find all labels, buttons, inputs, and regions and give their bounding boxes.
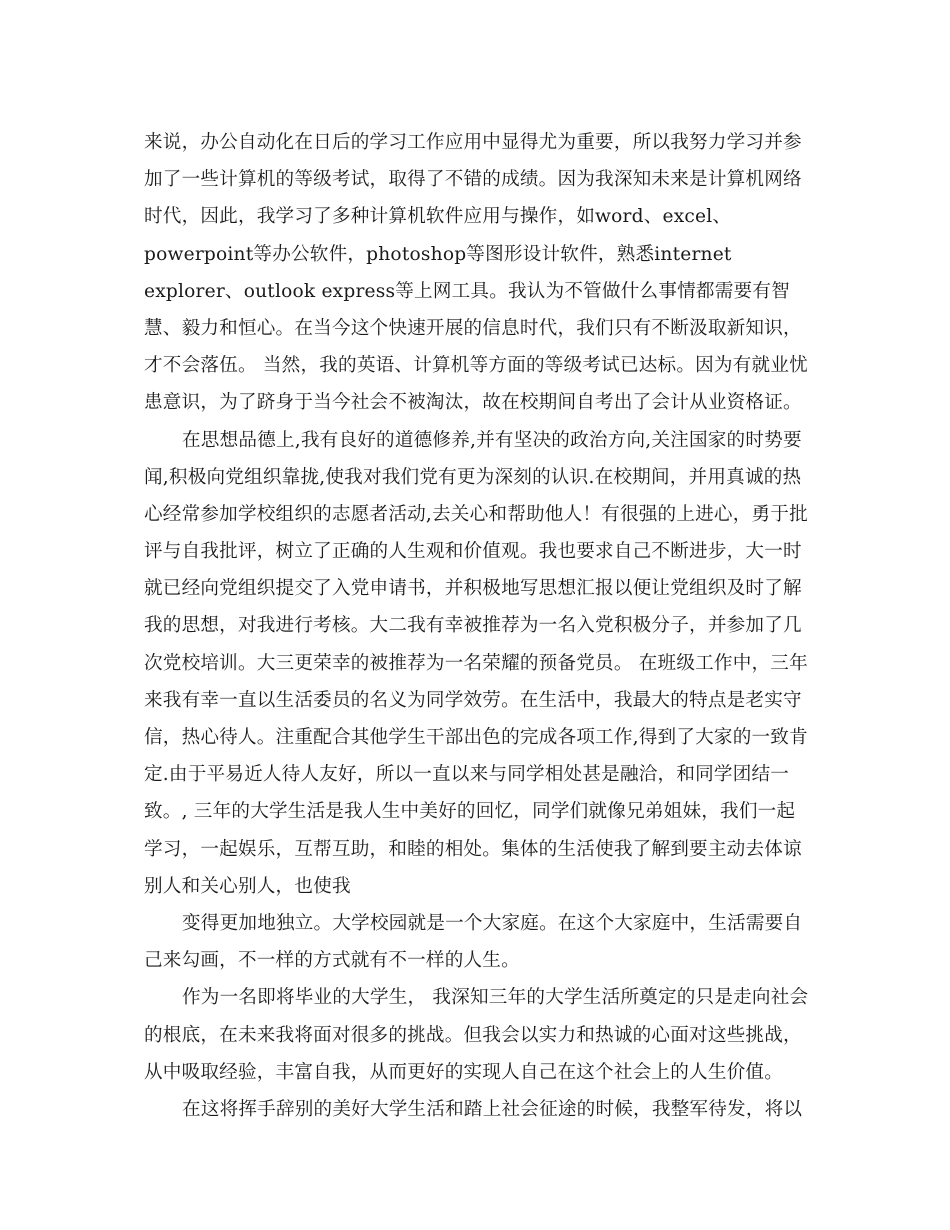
text-line: 来我有幸一直以生活委员的名义为同学效劳。在生活中，我最大的特点是老实守 [144,689,802,711]
text-line: 慧、毅力和恒心。在当今这个快速开展的信息时代，我们只有不断汲取新知识， [144,317,802,339]
text-line: 从中吸取经验，丰富自我，从而更好的实现人自己在这个社会上的人生价值。 [144,1061,783,1083]
text-line: 患意识，为了跻身于当今社会不被淘汰，故在校期间自考出了会计从业资格证。 [144,392,802,414]
text-line: explorer、outlook express等上网工具。我认为不管做什么事情都需要有智 [144,280,790,302]
paragraph-start-line: 在这将挥手辞别的美好大学生活和踏上社会征途的时候，我整军待发，将以 [182,1098,803,1120]
paragraph-start-line: 在思想品德上,我有良好的道德修养,并有坚决的政治方向,关注国家的时势要 [182,429,802,451]
text-line: 闻,积极向党组织靠拢,使我对我们党有更为深刻的认识.在校期间，并用真诚的热 [144,466,802,488]
text-line: 心经常参加学校组织的志愿者活动,去关心和帮助他人！有很强的上进心，勇于批 [144,503,808,525]
text-line: 时代，因此，我学习了多种计算机软件应用与操作，如word、excel、 [144,206,732,228]
document-body [144,124,824,1128]
text-line: 就已经向党组织提交了入党申请书，并积极地写思想汇报以便让党组织及时了解 [144,578,802,600]
text-line: 定.由于平易近人待人友好，所以一直以来与同学相处甚是融洽，和同学团结一 [144,764,790,786]
text-line: 己来勾画，不一样的方式就有不一样的人生。 [144,950,520,972]
text-line: 才不会落伍。 当然，我的英语、计算机等方面的等级考试已达标。因为有就业忧 [144,355,808,377]
text-line: 评与自我批评，树立了正确的人生观和价值观。我也要求自己不断进步，大一时 [144,541,802,563]
text-line: 次党校培训。大三更荣幸的被推荐为一名荣耀的预备党员。 在班级工作中，三年 [144,652,808,674]
text-line: 信，热心待人。注重配合其他学生干部出色的完成各项工作,得到了大家的一致肯 [144,727,808,748]
text-line: 来说，办公自动化在日后的学习工作应用中显得尤为重要，所以我努力学习并参 [144,132,802,153]
text-line: 学习，一起娱乐，互帮互助，和睦的相处。集体的生活使我了解到要主动去体谅 [144,838,802,860]
text-line: 致。, 三年的大学生活是我人生中美好的回忆，同学们就像兄弟姐妹，我们一起 [144,801,796,823]
text-line: powerpoint等办公软件，photoshop等图形设计软件，熟悉internet [144,243,732,265]
text-line: 别人和关心别人，也使我 [144,875,351,897]
text-line: 我的思想，对我进行考核。大二我有幸被推荐为一名入党积极分子，并参加了几 [144,615,802,637]
paragraph-start-line: 作为一名即将毕业的大学生， 我深知三年的大学生活所奠定的只是走向社会 [182,987,809,1009]
paragraph-start-line: 变得更加地独立。大学校园就是一个大家庭。在这个大家庭中，生活需要自 [182,912,803,934]
text-line: 加了一些计算机的等级考试，取得了不错的成绩。因为我深知未来是计算机网络 [144,169,802,191]
text-line: 的根底，在未来我将面对很多的挑战。但我会以实力和热诚的心面对这些挑战， [144,1024,802,1046]
